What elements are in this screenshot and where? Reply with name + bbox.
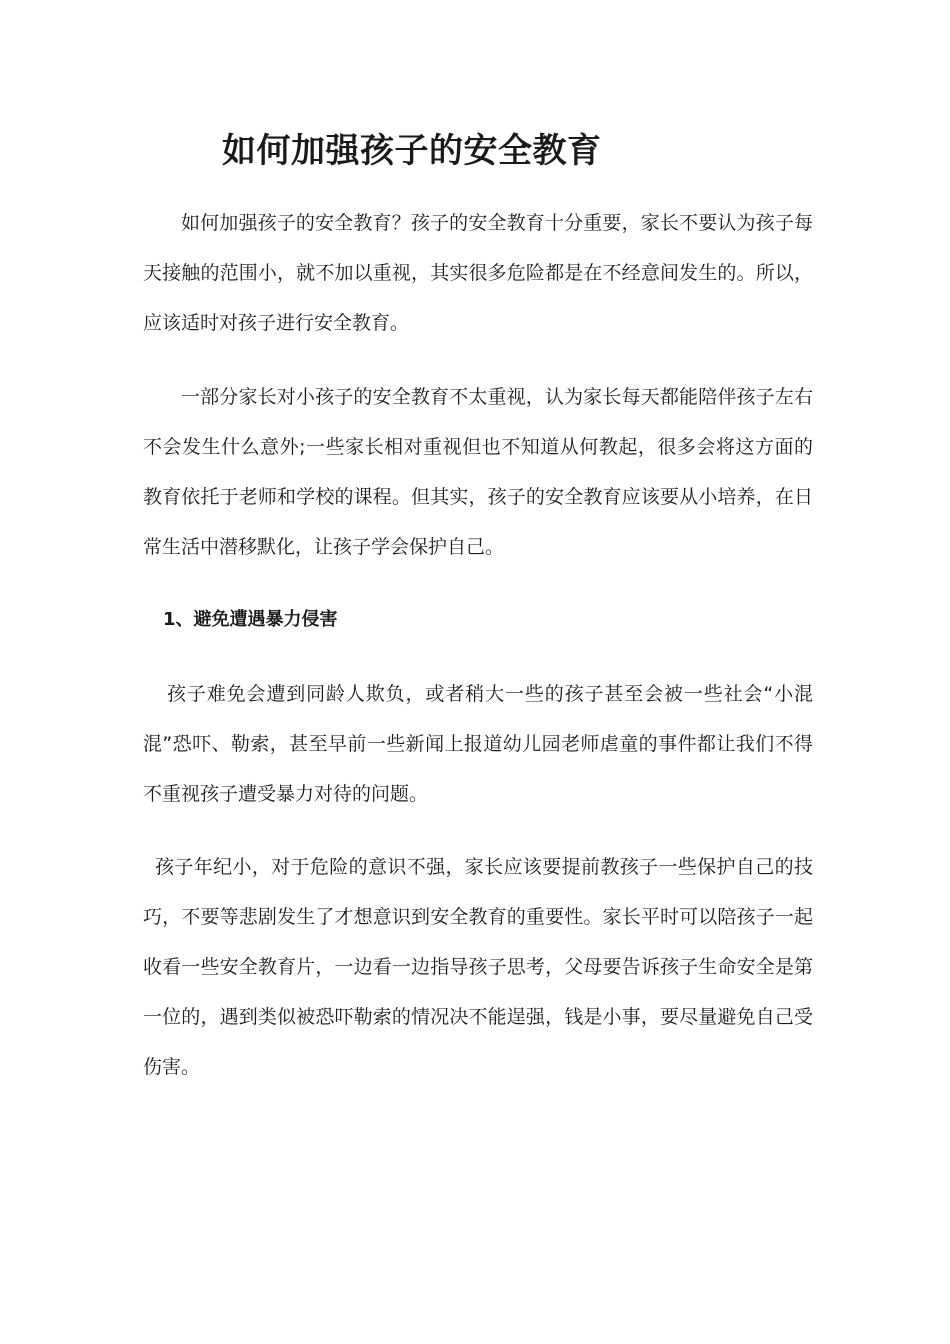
section-paragraph: 孩子难免会遭到同龄人欺负，或者稍大一些的孩子甚至会被一些社会“小混混”恐吓、勒索，甚至早前一些新闻上报道幼儿园老师虐童的事件都让我们不得不重视孩子遭受暴力对待的问题。	[143, 683, 813, 805]
document-title: 如何加强孩子的安全教育	[222, 131, 602, 171]
background-paragraph: 一部分家长对小孩子的安全教育不太重视，认为家长每天都能陪伴孩子左右不会发生什么意外;一些家长相对重视但也不知道从何教起，很多会将这方面的教育依托于老师和学校的课程。但其实，孩子的安全教育应该要从小培养，在日常生活中潜移默化，让孩子学会保护自己。	[143, 386, 813, 558]
section-paragraph: 孩子年纪小，对于危险的意识不强，家长应该要提前教孩子一些保护自己的技巧，不要等悲剧发生了才想意识到安全教育的重要性。家长平时可以陪孩子一起收看一些安全教育片，一边看一边指导孩子思考，父母要告诉孩子生命安全是第一位的，遇到类似被恐吓勒索的情况决不能逞强，钱是小事，要尽量避免自己受伤害。	[143, 856, 813, 1078]
section-heading: 1、避免遭遇暴力侵害	[163, 609, 338, 630]
intro-paragraph: 如何加强孩子的安全教育？孩子的安全教育十分重要，家长不要认为孩子每天接触的范围小，就不加以重视，其实很多危险都是在不经意间发生的。所以，应该适时对孩子进行安全教育。	[143, 212, 813, 334]
